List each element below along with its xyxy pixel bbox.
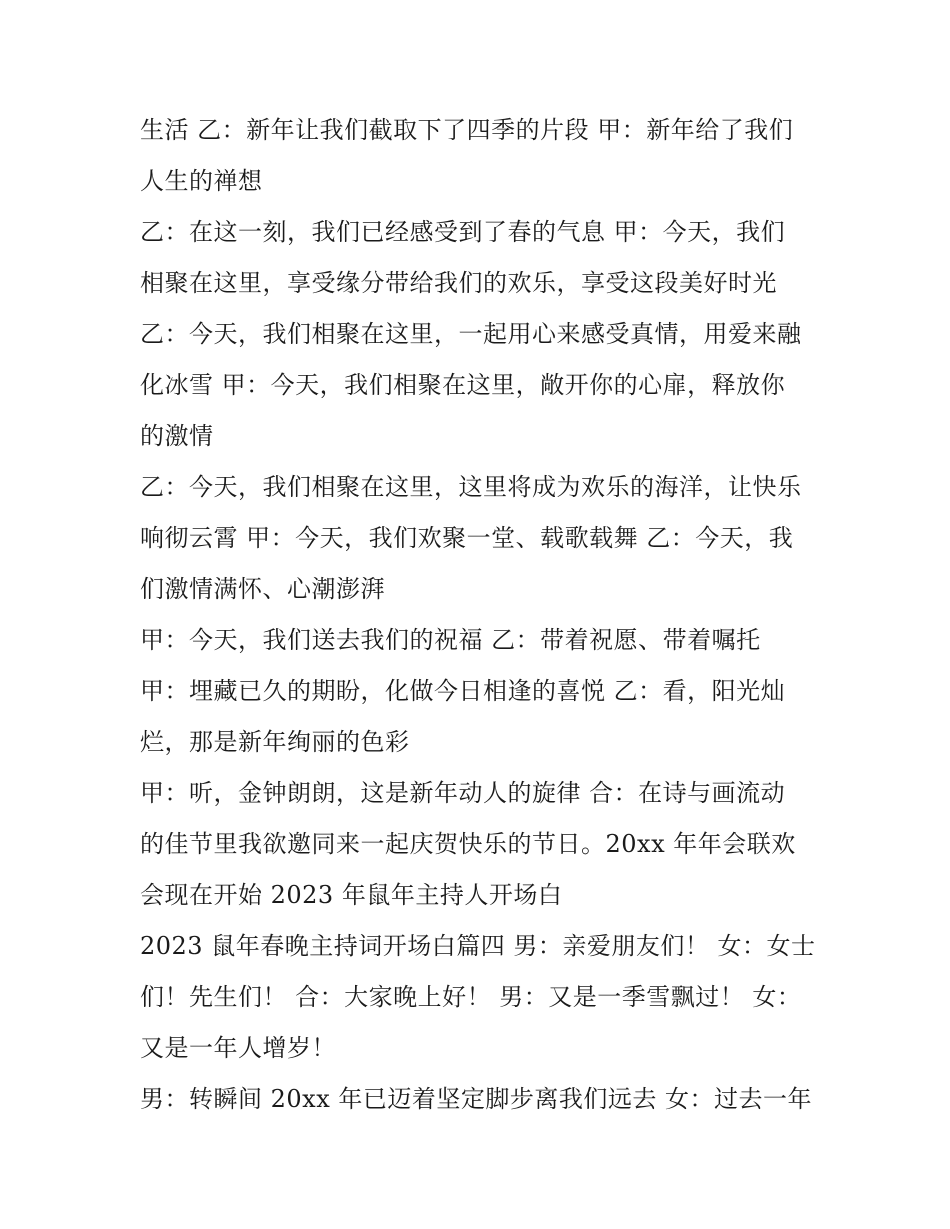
text-line-15: 的佳节里我欲邀同来一起庆贺快乐的节日。20xx 年年会联欢 bbox=[140, 830, 796, 858]
body-text bbox=[140, 105, 830, 1125]
text-line-13: 烂，那是新年绚丽的色彩 bbox=[140, 728, 410, 756]
text-line-8: 乙：今天，我们相聚在这里，这里将成为欢乐的海洋，让快乐 bbox=[140, 473, 802, 501]
text-line-20: 男：转瞬间 20xx 年已迈着坚定脚步离我们远去 女：过去一年 bbox=[140, 1085, 812, 1113]
text-line-1: 生活 乙：新年让我们截取下了四季的片段 甲：新年给了我们 bbox=[140, 116, 794, 144]
text-line-5: 乙：今天，我们相聚在这里，一起用心来感受真情，用爱来融 bbox=[140, 320, 802, 348]
text-line-18: 们！先生们！ 合：大家晚上好！ 男：又是一季雪飘过！ 女： bbox=[140, 983, 802, 1011]
text-line-4: 相聚在这里，享受缘分带给我们的欢乐，享受这段美好时光 bbox=[140, 269, 777, 297]
text-line-12: 甲：埋藏已久的期盼，化做今日相逢的喜悦 乙：看，阳光灿 bbox=[140, 677, 786, 705]
text-line-3: 乙：在这一刻，我们已经感受到了春的气息 甲：今天，我们 bbox=[140, 218, 786, 246]
text-line-10: 们激情满怀、心潮澎湃 bbox=[140, 575, 385, 603]
text-line-16: 会现在开始 2023 年鼠年主持人开场白 bbox=[140, 881, 563, 909]
text-line-17: 2023 鼠年春晚主持词开场白篇四 男：亲爱朋友们！ 女：女士 bbox=[140, 932, 816, 960]
text-line-2: 人生的禅想 bbox=[140, 167, 263, 195]
text-line-11: 甲：今天，我们送去我们的祝福 乙：带着祝愿、带着嘱托 bbox=[140, 626, 761, 654]
text-line-19: 又是一年人增岁！ bbox=[140, 1034, 336, 1062]
text-line-7: 的激情 bbox=[140, 422, 214, 450]
text-line-6: 化冰雪 甲：今天，我们相聚在这里，敞开你的心扉，释放你 bbox=[140, 371, 786, 399]
text-line-14: 甲：听，金钟朗朗，这是新年动人的旋律 合：在诗与画流动 bbox=[140, 779, 786, 807]
text-line-9: 响彻云霄 甲：今天，我们欢聚一堂、载歌载舞 乙：今天，我 bbox=[140, 524, 794, 552]
